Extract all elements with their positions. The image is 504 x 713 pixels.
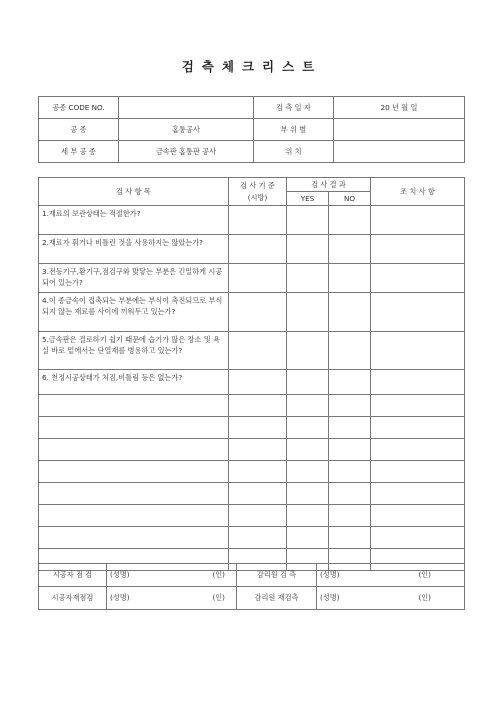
- checklist-no-cell[interactable]: [329, 264, 371, 293]
- checklist-item-text: 2.재료가 휘거나 비틀린 것을 사용하지는 않았는가?: [39, 235, 229, 264]
- col-result-header: 검 사 결 과: [287, 178, 371, 192]
- seal-label: (인): [212, 593, 225, 602]
- checklist-yes-cell[interactable]: [287, 395, 329, 417]
- checklist-no-cell[interactable]: [329, 293, 371, 332]
- detail-label: 세 부 공 종: [39, 141, 119, 163]
- checklist-no-cell[interactable]: [329, 417, 371, 439]
- code-label: 공종 CODE NO.: [39, 97, 119, 119]
- checklist-std-cell[interactable]: [229, 395, 287, 417]
- signature-table: [38, 563, 465, 610]
- checklist-yes-cell[interactable]: [287, 370, 329, 395]
- checklist-yes-cell[interactable]: [287, 461, 329, 483]
- work-value[interactable]: 홈통공사: [119, 119, 254, 141]
- col-yes-header: YES: [287, 192, 329, 206]
- checklist-yes-cell[interactable]: [287, 206, 329, 235]
- checklist-row: [39, 461, 465, 483]
- checklist-row: [39, 527, 465, 549]
- supervisor-reinspect-signature[interactable]: [317, 587, 465, 610]
- seal-label: (인): [212, 570, 225, 579]
- signature-row: [39, 587, 465, 610]
- checklist-row: [39, 417, 465, 439]
- checklist-action-cell[interactable]: [371, 235, 465, 264]
- checklist-action-cell[interactable]: [371, 505, 465, 527]
- checklist-yes-cell[interactable]: [287, 527, 329, 549]
- checklist-std-cell[interactable]: [229, 527, 287, 549]
- checklist-row: [39, 395, 465, 417]
- checklist-header-row: [39, 178, 465, 192]
- part-label: 부 위 별: [254, 119, 334, 141]
- checklist-yes-cell[interactable]: [287, 332, 329, 370]
- checklist-item-text: [39, 483, 229, 505]
- col-std-label: 검 사 기 준: [240, 180, 275, 190]
- checklist-std-cell[interactable]: [229, 417, 287, 439]
- name-label: (성명): [110, 570, 130, 579]
- checklist-row: [39, 370, 465, 395]
- code-value[interactable]: [119, 97, 254, 119]
- checklist-std-cell[interactable]: [229, 370, 287, 395]
- checklist-yes-cell[interactable]: [287, 264, 329, 293]
- checklist-yes-cell[interactable]: [287, 439, 329, 461]
- checklist-no-cell[interactable]: [329, 439, 371, 461]
- signature-row: [39, 564, 465, 587]
- checklist-std-cell[interactable]: [229, 293, 287, 332]
- info-row: [39, 119, 465, 141]
- name-label: (성명): [320, 593, 340, 602]
- checklist-action-cell[interactable]: [371, 527, 465, 549]
- checklist-body: [39, 206, 465, 571]
- checklist-no-cell[interactable]: [329, 206, 371, 235]
- checklist-row: [39, 483, 465, 505]
- checklist-std-cell[interactable]: [229, 439, 287, 461]
- name-label: (성명): [320, 570, 340, 579]
- work-label: 공 종: [39, 119, 119, 141]
- checklist-no-cell[interactable]: [329, 235, 371, 264]
- checklist-no-cell[interactable]: [329, 483, 371, 505]
- checklist-no-cell[interactable]: [329, 461, 371, 483]
- checklist-item-text: 3.전등기구,환기구,점검구와 맞닿는 부분은 긴밀하게 시공되어 있는가?: [39, 264, 229, 293]
- checklist-std-cell[interactable]: [229, 206, 287, 235]
- page-title: 검측체크리스트: [181, 59, 323, 74]
- supervisor-reinspect-label: 감리원 재검측: [237, 587, 317, 610]
- contractor-check-signature[interactable]: [107, 564, 237, 587]
- checklist-yes-cell[interactable]: [287, 505, 329, 527]
- checklist-no-cell[interactable]: [329, 527, 371, 549]
- checklist-row: [39, 235, 465, 264]
- checklist-no-cell[interactable]: [329, 370, 371, 395]
- checklist-action-cell[interactable]: [371, 461, 465, 483]
- checklist-row: [39, 264, 465, 293]
- col-std-sub-label: (시방): [247, 192, 268, 202]
- checklist-std-cell[interactable]: [229, 264, 287, 293]
- checklist-row: [39, 332, 465, 370]
- part-value[interactable]: [334, 119, 465, 141]
- checklist-action-cell[interactable]: [371, 417, 465, 439]
- checklist-std-cell[interactable]: [229, 235, 287, 264]
- checklist-std-cell[interactable]: [229, 461, 287, 483]
- info-row: [39, 97, 465, 119]
- checklist-action-cell[interactable]: [371, 395, 465, 417]
- col-no-header: NO: [329, 192, 371, 206]
- checklist-std-cell[interactable]: [229, 505, 287, 527]
- checklist-item-text: 4.이 종금속이 접촉되는 부분에는 부식이 촉진되므로 부식되지 않는 재료를 사이에 끼워두고 있는가?: [39, 293, 229, 332]
- location-value[interactable]: [334, 141, 465, 163]
- seal-label: (인): [418, 570, 431, 579]
- col-std-header: [229, 178, 287, 206]
- checklist-yes-cell[interactable]: [287, 293, 329, 332]
- checklist-action-cell[interactable]: [371, 293, 465, 332]
- checklist-yes-cell[interactable]: [287, 235, 329, 264]
- checklist-action-cell[interactable]: [371, 206, 465, 235]
- supervisor-inspect-label: 감리원 검 측: [237, 564, 317, 587]
- contractor-check-label: 시공자 점 검: [39, 564, 107, 587]
- checklist-item-text: [39, 527, 229, 549]
- checklist-row: [39, 439, 465, 461]
- checklist-yes-cell[interactable]: [287, 483, 329, 505]
- checklist-no-cell[interactable]: [329, 395, 371, 417]
- checklist-action-cell[interactable]: [371, 483, 465, 505]
- checklist-action-cell[interactable]: [371, 439, 465, 461]
- supervisor-inspect-signature[interactable]: [317, 564, 465, 587]
- checklist-item-text: [39, 461, 229, 483]
- checklist-row: [39, 293, 465, 332]
- checklist-item-text: 6. 천정시공상태가 처짐,비틀림 등은 없는가?: [39, 370, 229, 395]
- checklist-action-cell[interactable]: [371, 370, 465, 395]
- checklist-item-text: [39, 395, 229, 417]
- detail-value[interactable]: 금속판 홈통판 공사: [119, 141, 254, 163]
- checklist-std-cell[interactable]: [229, 332, 287, 370]
- checklist-table: [38, 177, 465, 571]
- checklist-action-cell[interactable]: [371, 264, 465, 293]
- location-label: 위 치: [254, 141, 334, 163]
- checklist-row: [39, 505, 465, 527]
- checklist-item-text: [39, 505, 229, 527]
- checklist-action-cell[interactable]: [371, 332, 465, 370]
- info-table: [38, 96, 465, 163]
- date-label: 검 측 일 자: [254, 97, 334, 119]
- checklist-item-text: [39, 439, 229, 461]
- checklist-item-text: [39, 417, 229, 439]
- contractor-recheck-signature[interactable]: [107, 587, 237, 610]
- contractor-recheck-label: 시공자재점검: [39, 587, 107, 610]
- checklist-std-cell[interactable]: [229, 483, 287, 505]
- date-value[interactable]: 20 년 월 일: [334, 97, 465, 119]
- checklist-item-text: 1.재료의 보관상태는 적절한가?: [39, 206, 229, 235]
- checklist-item-text: 5.금속판은 결로하기 쉽기 때문에 습기가 많은 장소 및 욕실 바로 밑에서는 단열재를 병용하고 있는가?: [39, 332, 229, 370]
- col-action-header: 조 치 사 항: [371, 178, 465, 206]
- checklist-row: [39, 206, 465, 235]
- info-row: [39, 141, 465, 163]
- checklist-no-cell[interactable]: [329, 332, 371, 370]
- name-label: (성명): [110, 593, 130, 602]
- seal-label: (인): [418, 593, 431, 602]
- checklist-no-cell[interactable]: [329, 505, 371, 527]
- col-item-header: 검 사 항 목: [39, 178, 229, 206]
- checklist-yes-cell[interactable]: [287, 417, 329, 439]
